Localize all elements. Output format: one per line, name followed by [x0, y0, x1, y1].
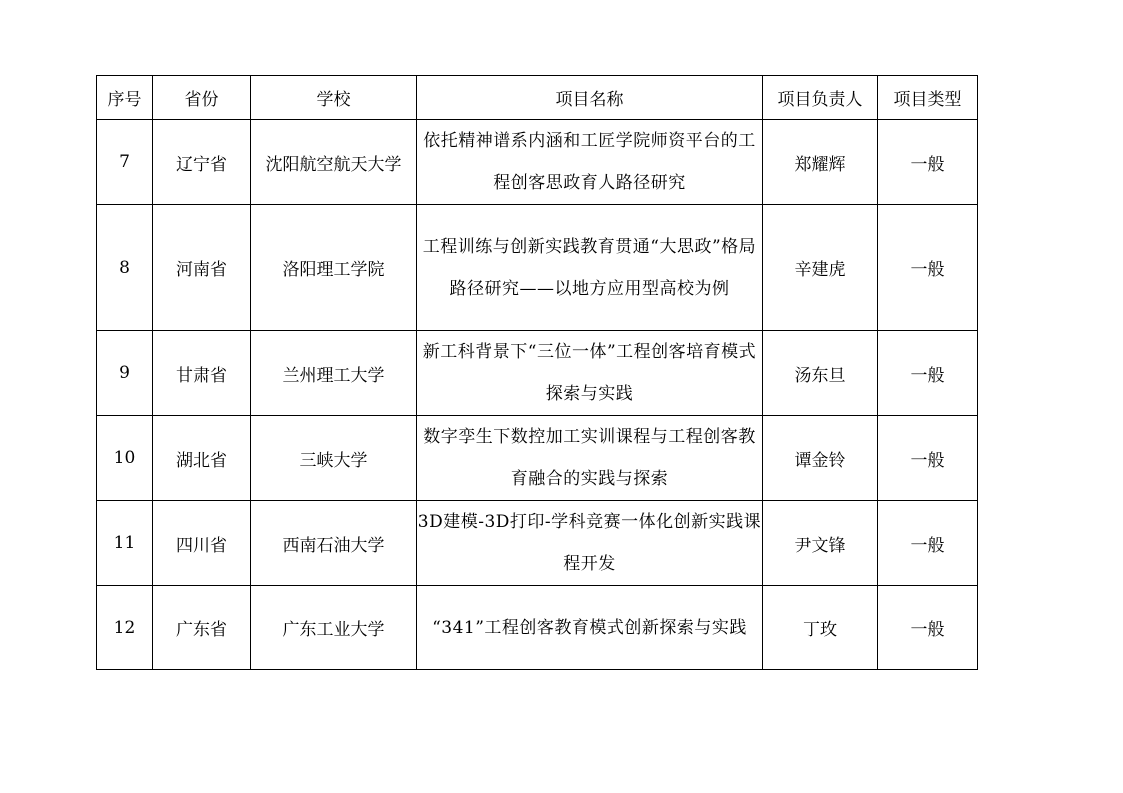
- header-project-leader: 项目负责人: [763, 76, 878, 120]
- cell-leader: 辛建虎: [763, 205, 878, 331]
- table-row: [97, 205, 978, 331]
- cell-type: 一般: [878, 416, 978, 501]
- cell-project-name: 数字孪生下数控加工实训课程与工程创客教育融合的实践与探索: [417, 416, 763, 501]
- cell-school: 广东工业大学: [251, 586, 417, 670]
- table-row: [97, 331, 978, 416]
- cell-project-name: 依托精神谱系内涵和工匠学院师资平台的工程创客思政育人路径研究: [417, 120, 763, 205]
- cell-province: 广东省: [153, 586, 251, 670]
- cell-school: 兰州理工大学: [251, 331, 417, 416]
- cell-province: 四川省: [153, 501, 251, 586]
- project-table: [96, 75, 978, 670]
- cell-province: 河南省: [153, 205, 251, 331]
- cell-index: 11: [97, 501, 153, 586]
- cell-type: 一般: [878, 331, 978, 416]
- cell-leader: 汤东旦: [763, 331, 878, 416]
- cell-index: 8: [97, 205, 153, 331]
- cell-type: 一般: [878, 501, 978, 586]
- header-index: 序号: [97, 76, 153, 120]
- cell-type: 一般: [878, 205, 978, 331]
- cell-leader: 尹文锋: [763, 501, 878, 586]
- cell-leader: 丁玫: [763, 586, 878, 670]
- header-school: 学校: [251, 76, 417, 120]
- cell-index: 10: [97, 416, 153, 501]
- cell-province: 湖北省: [153, 416, 251, 501]
- table-row: [97, 416, 978, 501]
- cell-leader: 郑耀辉: [763, 120, 878, 205]
- cell-index: 12: [97, 586, 153, 670]
- cell-province: 辽宁省: [153, 120, 251, 205]
- cell-school: 西南石油大学: [251, 501, 417, 586]
- cell-project-name: “341”工程创客教育模式创新探索与实践: [417, 586, 763, 670]
- header-province: 省份: [153, 76, 251, 120]
- cell-project-name: 3D建模-3D打印-学科竞赛一体化创新实践课程开发: [417, 501, 763, 586]
- cell-index: 7: [97, 120, 153, 205]
- cell-school: 沈阳航空航天大学: [251, 120, 417, 205]
- header-project-name: 项目名称: [417, 76, 763, 120]
- cell-school: 三峡大学: [251, 416, 417, 501]
- cell-project-name: 新工科背景下“三位一体”工程创客培育模式探索与实践: [417, 331, 763, 416]
- cell-school: 洛阳理工学院: [251, 205, 417, 331]
- cell-project-name: 工程训练与创新实践教育贯通“大思政”格局路径研究——以地方应用型高校为例: [417, 205, 763, 331]
- table-header-row: [97, 76, 978, 120]
- table-row: [97, 120, 978, 205]
- cell-province: 甘肃省: [153, 331, 251, 416]
- cell-type: 一般: [878, 586, 978, 670]
- table-row: [97, 586, 978, 670]
- header-project-type: 项目类型: [878, 76, 978, 120]
- table-row: [97, 501, 978, 586]
- cell-leader: 谭金铃: [763, 416, 878, 501]
- cell-type: 一般: [878, 120, 978, 205]
- cell-index: 9: [97, 331, 153, 416]
